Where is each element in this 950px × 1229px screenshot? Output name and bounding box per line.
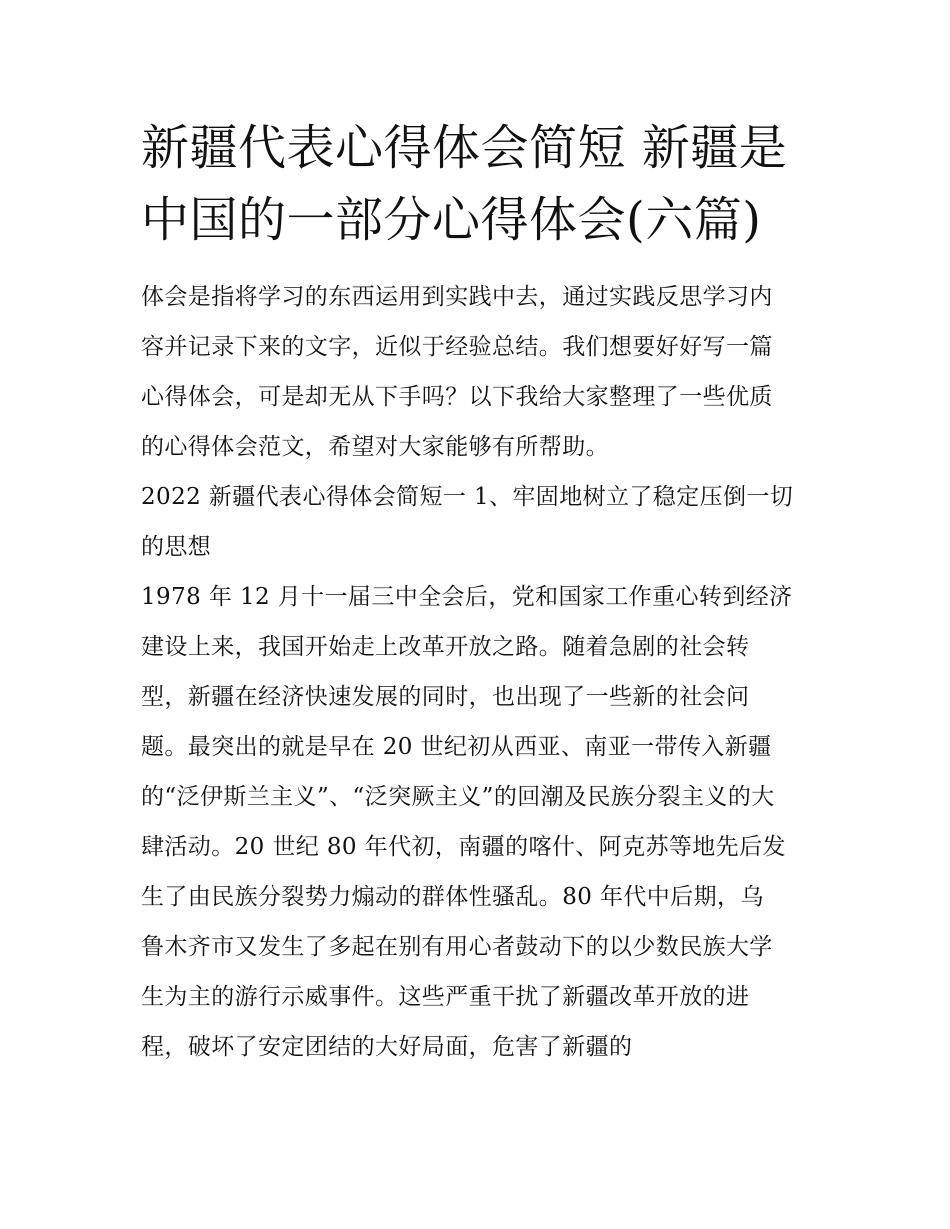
document-title bbox=[141, 112, 813, 256]
text-line: 程，破坏了安定团结的大好局面，危害了新疆的 bbox=[141, 1034, 633, 1060]
text-line: 生为主的游行示威事件。这些严重干扰了新疆改革开放的进 bbox=[141, 984, 750, 1010]
text-line: 型，新疆在经济快速发展的同时，也出现了一些新的社会问 bbox=[141, 684, 750, 710]
title-line: 中国的一部分心得体会(六篇) bbox=[141, 192, 762, 248]
section-heading-paragraph bbox=[141, 472, 813, 572]
document-content bbox=[141, 112, 813, 1072]
text-line: 的“泛伊斯兰主义”、“泛突厥主义”的回潮及民族分裂主义的大 bbox=[141, 784, 775, 810]
title-line: 新疆代表心得体会简短 新疆是 bbox=[141, 120, 788, 176]
body-paragraph bbox=[141, 572, 813, 1072]
text-line: 的思想 bbox=[141, 534, 212, 560]
text-line: 2022 新疆代表心得体会简短一 1、牢固地树立了稳定压倒一切 bbox=[141, 484, 794, 510]
text-line: 鲁木齐市又发生了多起在别有用心者鼓动下的以少数民族大学 bbox=[141, 934, 773, 960]
text-line: 1978 年 12 月十一届三中全会后，党和国家工作重心转到经济 bbox=[141, 584, 793, 610]
text-line: 建设上来，我国开始走上改革开放之路。随着急剧的社会转 bbox=[141, 634, 750, 660]
text-line: 的心得体会范文，希望对大家能够有所帮助。 bbox=[141, 434, 609, 460]
text-line: 生了由民族分裂势力煽动的群体性骚乱。80 年代中后期，乌 bbox=[141, 884, 764, 910]
text-line: 容并记录下来的文字，近似于经验总结。我们想要好好写一篇 bbox=[141, 334, 773, 360]
intro-paragraph bbox=[141, 272, 813, 472]
text-line: 肆活动。20 世纪 80 年代初，南疆的喀什、阿克苏等地先后发 bbox=[141, 834, 786, 860]
text-line: 心得体会，可是却无从下手吗？以下我给大家整理了一些优质 bbox=[141, 384, 773, 410]
text-line: 题。最突出的就是早在 20 世纪初从西亚、南亚一带传入新疆 bbox=[141, 734, 772, 760]
text-line: 体会是指将学习的东西运用到实践中去，通过实践反思学习内 bbox=[141, 284, 773, 310]
